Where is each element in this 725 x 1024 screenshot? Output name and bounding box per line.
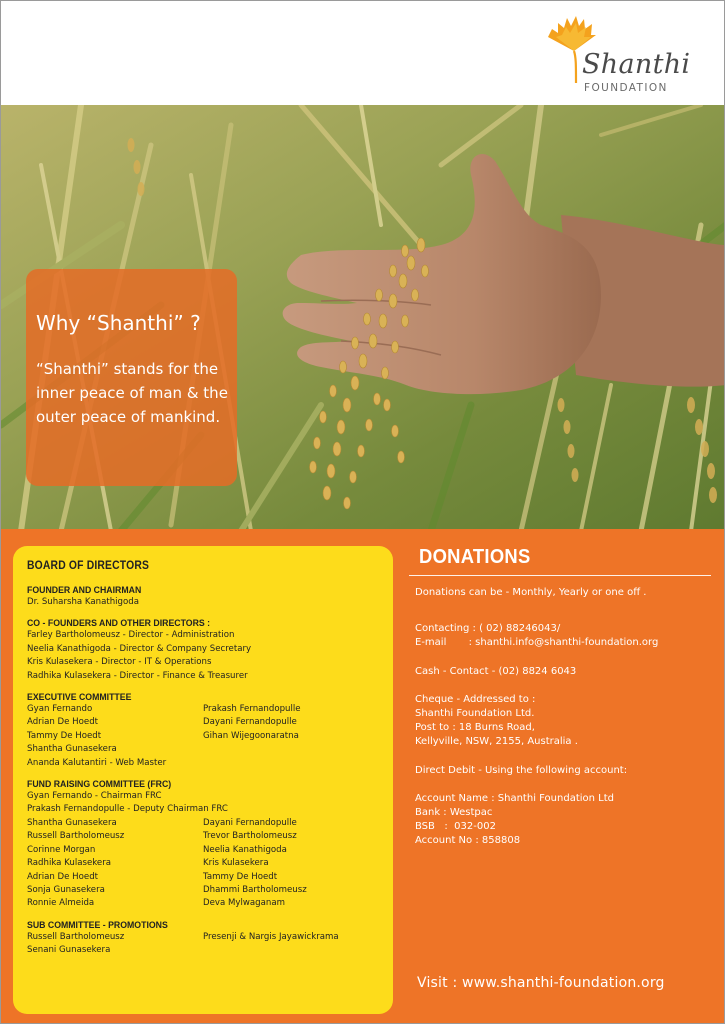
list-item: Trevor Bartholomeusz <box>203 831 297 842</box>
cheque-line: Shanthi Foundation Ltd. <box>415 708 535 720</box>
list-item: Dayani Fernandopulle <box>203 817 297 828</box>
promotions-section <box>27 920 383 958</box>
account-name: Account Name : Shanthi Foundation Ltd <box>415 792 614 804</box>
list-item: Sonja Gunasekera <box>27 884 105 895</box>
list-item: Kris Kulasekera <box>203 858 269 869</box>
board-title: BOARD OF DIRECTORS <box>27 560 150 572</box>
list-item: Dayani Fernandopulle <box>203 717 297 728</box>
list-item: Prakash Fernandopulle <box>203 704 301 715</box>
donations-body <box>415 586 717 849</box>
section-heading: EXECUTIVE COMMITTEE <box>27 692 132 704</box>
list-item: Gyan Fernando <box>27 704 93 715</box>
donations-title: DONATIONS <box>419 546 531 568</box>
list-item: Prakash Fernandopulle - Deputy Chairman FRC <box>27 804 228 815</box>
list-item: Senani Gunasekera <box>27 945 111 956</box>
list-item: Neelia Kanathigoda <box>203 844 287 855</box>
list-item: Corinne Morgan <box>27 844 96 855</box>
list-item: Ronnie Almeida <box>27 898 95 909</box>
list-item: Dr. Suharsha Kanathigoda <box>27 597 139 607</box>
list-item: Shantha Gunasekera <box>27 744 117 755</box>
section-heading: SUB COMMITTEE - PROMOTIONS <box>27 919 168 931</box>
bank-name: Bank : Westpac <box>415 807 493 819</box>
fund-raising-committee-section <box>27 779 383 911</box>
list-item: Russell Bartholomeusz <box>27 931 125 942</box>
logo-subtitle: FOUNDATION <box>584 82 668 94</box>
founder-section <box>27 585 383 609</box>
list-item: Radhika Kulasekera - Director - Finance & Treasurer <box>27 670 248 681</box>
list-item: Adrian De Hoedt <box>27 871 99 882</box>
why-shanthi-text: “Shanthi” stands for the inner peace of man & the outer peace of mankind. <box>36 360 228 426</box>
list-item: Tammy De Hoedt <box>203 871 278 882</box>
donations-intro: Donations can be - Monthly, Yearly or one off . <box>415 587 647 598</box>
account-number: Account No : 858808 <box>415 835 521 847</box>
list-item: Deva Mylwaganam <box>203 898 285 909</box>
list-item: Ananda Kalutantiri - Web Master <box>27 757 167 768</box>
cheque-line: Kellyville, NSW, 2155, Australia . <box>415 736 578 748</box>
list-item: Neelia Kanathigoda - Director & Company Secretary <box>27 643 252 654</box>
direct-debit: Direct Debit - Using the following account: <box>415 764 628 776</box>
section-heading: FUND RAISING COMMITTEE (FRC) <box>27 779 172 791</box>
list-item: Shantha Gunasekera <box>27 817 117 828</box>
list-item: Adrian De Hoedt <box>27 717 99 728</box>
list-item: Gyan Fernando - Chairman FRC <box>27 791 162 802</box>
list-item: Gihan Wijegoonaratna <box>203 730 299 741</box>
rice-field-photo <box>1 105 725 531</box>
list-item: Dhammi Bartholomeusz <box>203 884 307 895</box>
list-item: Kris Kulasekera - Director - IT & Operations <box>27 657 212 668</box>
list-item: Farley Bartholomeusz - Director - Administration <box>27 630 235 641</box>
list-item: Russell Bartholomeusz <box>27 831 125 842</box>
cheque-line: Post to : 18 Burns Road, <box>415 722 535 734</box>
contact-phone: Contacting : ( 02) 88246043/ <box>415 623 561 635</box>
bsb-number: BSB : 032-002 <box>415 821 496 833</box>
shanthi-logo <box>546 15 696 95</box>
cheque-line: Cheque - Addressed to : <box>415 693 536 705</box>
donations-divider <box>409 575 711 576</box>
logo-name: Shanthi <box>582 49 691 80</box>
cofounders-section <box>27 618 383 683</box>
board-of-directors-panel <box>13 546 393 1014</box>
contact-email[interactable]: E-mail : shanthi.info@shanthi-foundation.org <box>415 637 659 649</box>
cash-contact: Cash - Contact - (02) 8824 6043 <box>415 665 577 677</box>
list-item: Radhika Kulasekera <box>27 858 111 869</box>
list-item: Presenji & Nargis Jayawickrama <box>203 931 339 942</box>
donations-panel <box>409 546 717 849</box>
section-heading: CO - FOUNDERS AND OTHER DIRECTORS : <box>27 618 211 630</box>
website-link[interactable]: Visit : www.shanthi-foundation.org <box>417 975 665 991</box>
why-shanthi-box <box>26 269 237 486</box>
header <box>1 1 725 105</box>
executive-committee-section <box>27 692 383 770</box>
why-shanthi-title: Why “Shanthi” ? <box>36 311 201 335</box>
section-heading: FOUNDER AND CHAIRMAN <box>27 585 142 596</box>
list-item: Tammy De Hoedt <box>27 730 102 741</box>
